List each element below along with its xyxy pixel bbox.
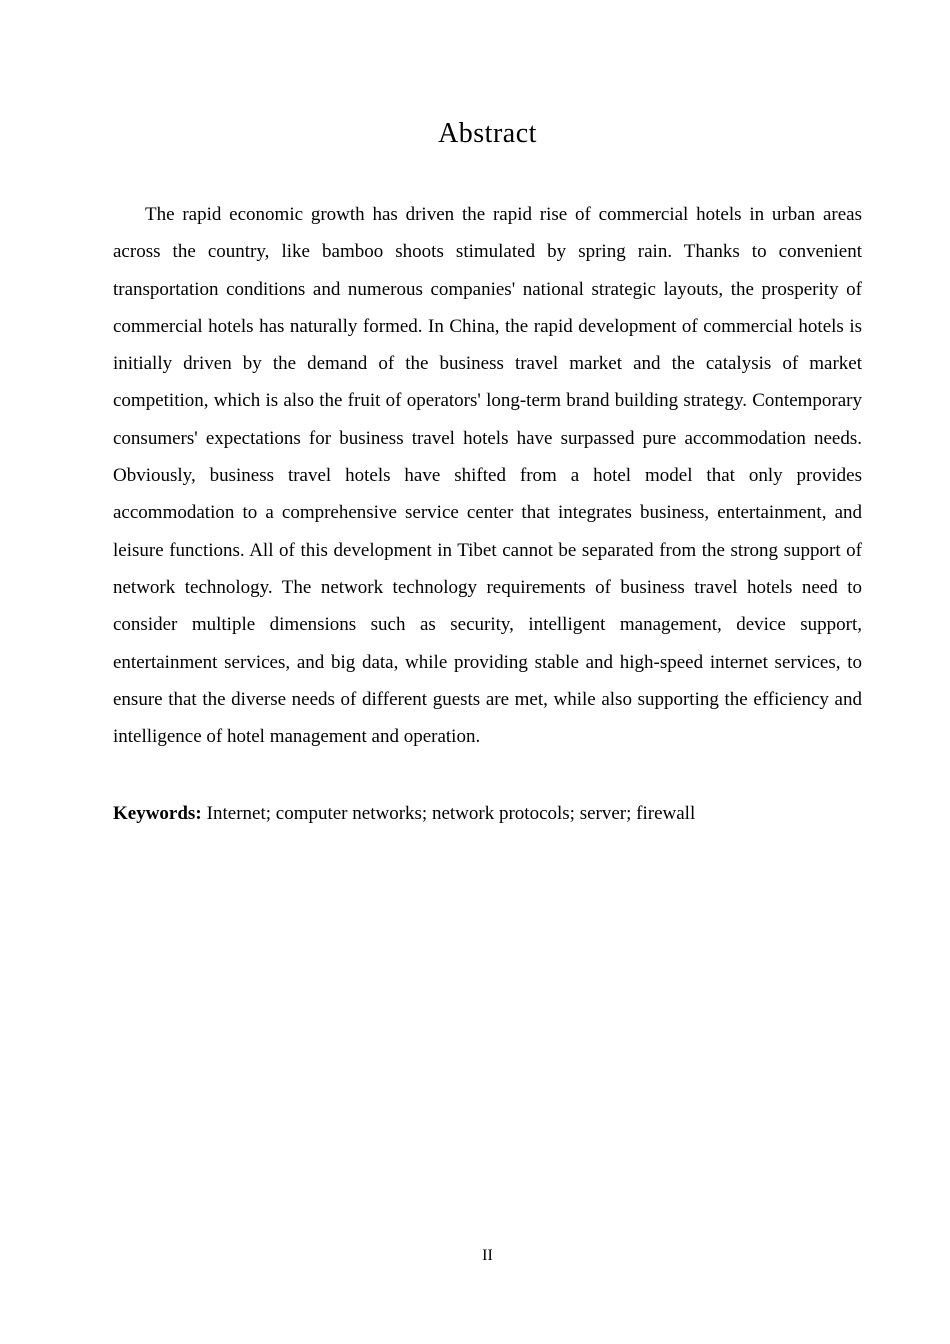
keywords-line (113, 795, 862, 832)
page-title: Abstract (438, 118, 537, 149)
page-content (113, 0, 862, 832)
keywords-label: Keywords: (113, 803, 202, 825)
abstract-paragraph: The rapid economic growth has driven the rapid rise of commercial hotels in urban areas across the country, like bamboo shoots stimulated by spring rain. Thanks to convenient transportation conditions and numerous companies' national strategic layouts, the prosperity of commercial hotels has naturally formed. In China, the rapid development of commercial hotels is initially driven by the demand of the business travel market and the catalysis of market competition, which is also the fruit of operators' long-term brand building strategy. Contemporary consumers' expectations for business travel hotels have surpassed pure accommodation needs. Obviously, business travel hotels have shifted from a hotel model that only provides accommodation to a comprehensive service center that integrates business, entertainment, and leisure functions. All of this development in Tibet cannot be separated from the strong support of network technology. The network technology requirements of business travel hotels need to consider multiple dimensions such as security, intelligent management, device support, entertainment services, and big data, while providing stable and high-speed internet services, to ensure that the diverse needs of different guests are met, while also supporting the efficiency and intelligence of hotel management and operation. (113, 204, 862, 748)
keywords-value: Internet; computer networks; network protocols; server; firewall (206, 803, 696, 825)
page-number: II (482, 1247, 493, 1264)
